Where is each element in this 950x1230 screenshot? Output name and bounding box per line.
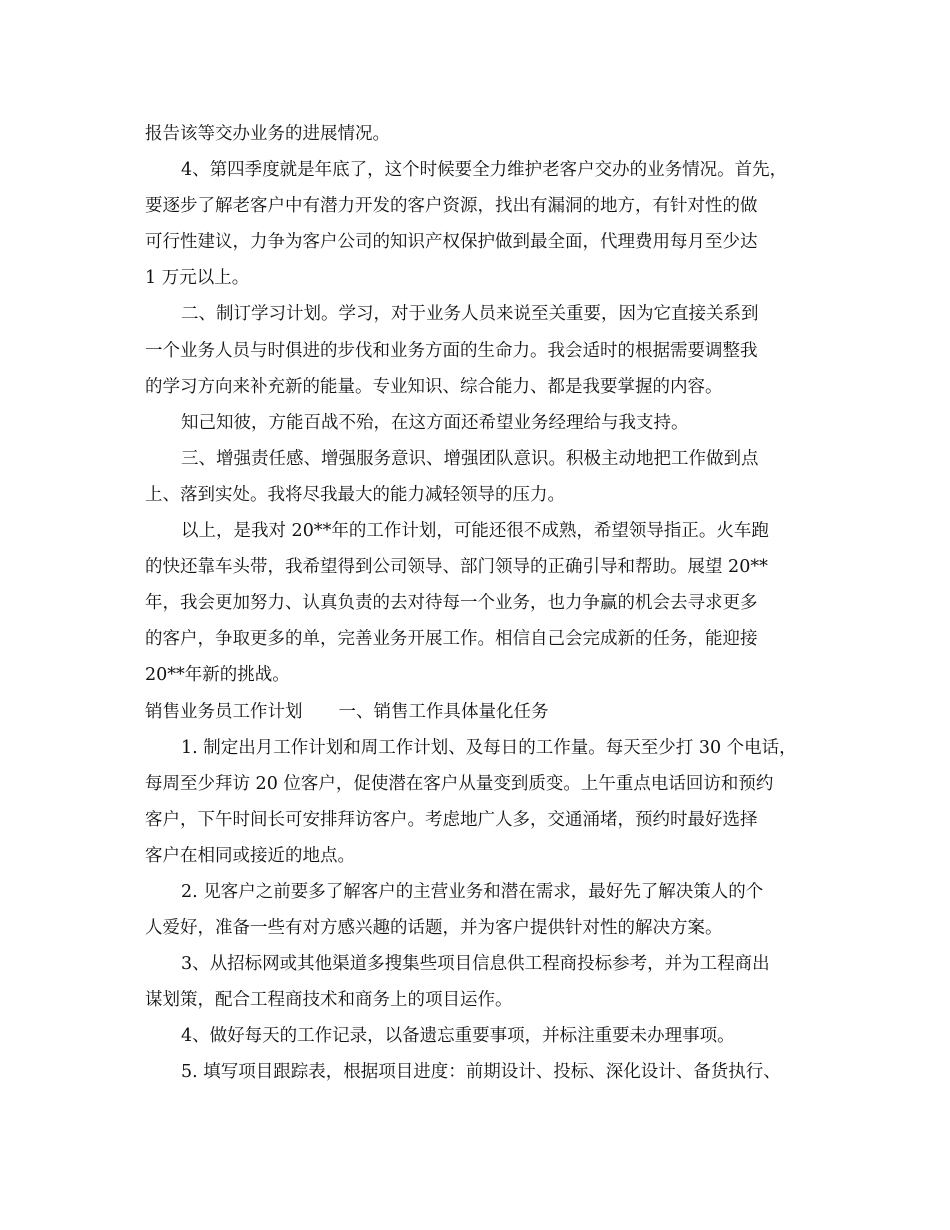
paragraph-line: 知己知彼，方能百战不殆，在这方面还希望业务经理给与我支持。 [181, 412, 689, 433]
paragraph-line: 客户在相同或接近的地点。 [145, 845, 355, 866]
paragraph-line: 1. 制定出月工作计划和周工作计划、及每日的工作量。每天至少打 30 个电话， [181, 737, 797, 758]
section-title: 销售业务员工作计划 [145, 701, 303, 722]
paragraph-line: 一个业务人员与时俱进的步伐和业务方面的生命力。我会适时的根据需要调整我 [145, 340, 758, 361]
paragraph-line: 报告该等交办业务的进展情况。 [145, 124, 390, 144]
document-body [145, 116, 835, 1091]
paragraph-line: 的客户，争取更多的单，完善业务开展工作。相信自己会完成新的任务，能迎接 [145, 629, 758, 650]
paragraph-line: 可行性建议，力争为客户公司的知识产权保护做到最全面，代理费用每月至少达 [145, 232, 758, 253]
paragraph-line: 谋划策，配合工程商技术和商务上的项目运作。 [145, 990, 513, 1011]
section-subtitle: 一、销售工作具体量化任务 [338, 701, 549, 722]
paragraph-line: 每周至少拜访 20 位客户，促使潜在客户从量变到质变。上午重点电话回访和预约 [145, 773, 774, 794]
paragraph-line: 上、落到实处。我将尽我最大的能力减轻领导的压力。 [145, 484, 565, 505]
paragraph-line: 年，我会更加努力、认真负责的去对待每一个业务，也力争赢的机会去寻求更多 [145, 593, 758, 614]
paragraph-line: 客户，下午时间长可安排拜访客户。考虑地广人多，交通涌堵，预约时最好选择 [145, 809, 758, 830]
paragraph-line: 20**年新的挑战。 [145, 665, 290, 686]
paragraph-line: 以上，是我对 20**年的工作计划，可能还很不成熟，希望领导指正。火车跑 [181, 521, 769, 542]
paragraph-line: 要逐步了解老客户中有潜力开发的客户资源，找出有漏洞的地方，有针对性的做 [145, 196, 758, 217]
section-heading [145, 694, 835, 730]
paragraph-line: 2. 见客户之前要多了解客户的主营业务和潜在需求，最好先了解决策人的个 [181, 881, 764, 902]
paragraph-line: 三、增强责任感、增强服务意识、增强团队意识。积极主动地把工作做到点 [181, 448, 759, 469]
paragraph-line: 1 万元以上。 [145, 268, 250, 289]
paragraph-line: 人爱好，准备一些有对方感兴趣的话题，并为客户提供针对性的解决方案。 [145, 918, 723, 939]
paragraph-line: 4、做好每天的工作记录，以备遗忘重要事项，并标注重要未办理事项。 [181, 1026, 735, 1047]
paragraph-line: 4、第四季度就是年底了，这个时候要全力维护老客户交办的业务情况。首先， [181, 160, 788, 181]
paragraph-line: 的学习方向来补充新的能量。专业知识、综合能力、都是我要掌握的内容。 [145, 376, 723, 397]
paragraph-line: 的快还靠车头带，我希望得到公司领导、部门领导的正确引导和帮助。展望 20** [145, 557, 768, 578]
paragraph-line: 二、制订学习计划。学习，对于业务人员来说至关重要，因为它直接关系到 [181, 304, 759, 325]
paragraph-line: 3、从招标网或其他渠道多搜集些项目信息供工程商投标参考，并为工程商出 [181, 954, 770, 975]
paragraph-line: 5. 填写项目跟踪表，根据项目进度：前期设计、投标、深化设计、备货执行、 [181, 1062, 781, 1083]
